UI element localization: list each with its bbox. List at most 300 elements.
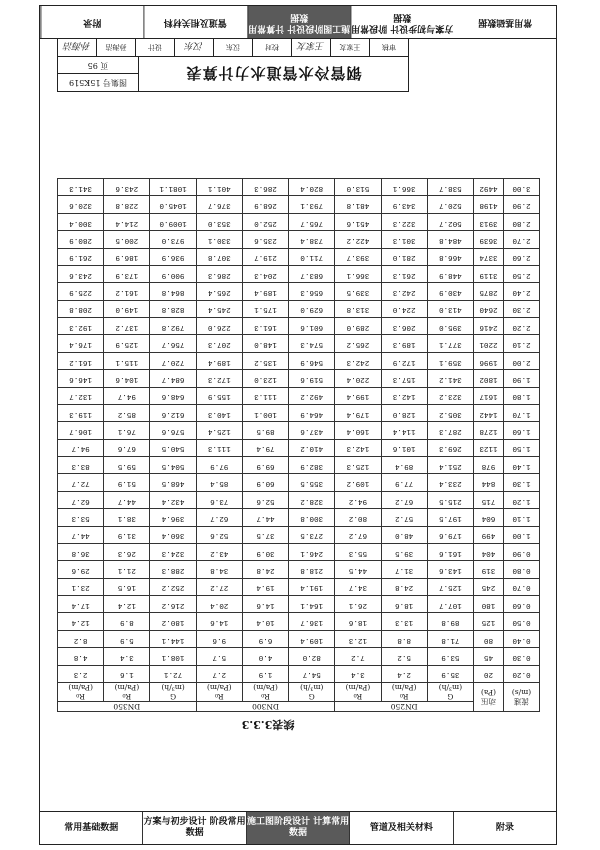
table-cell: 142.3 [381, 387, 427, 404]
table-cell: 307.8 [196, 248, 242, 265]
unit-header: R₀ (Pa/m) [104, 683, 150, 702]
nav-tab-appendix[interactable]: 附录 [40, 6, 143, 38]
table-cell: 546.9 [289, 352, 335, 369]
table-cell: 4.0 [242, 648, 288, 665]
table-cell: 765.7 [289, 213, 335, 230]
table-cell: 464.9 [289, 405, 335, 422]
table-cell: 1617 [474, 387, 504, 404]
table-cell: 191.4 [289, 578, 335, 595]
table-cell: 401.1 [196, 179, 242, 197]
table-cell: 1.10 [504, 509, 540, 526]
table-row [58, 318, 540, 335]
table-cell: 360.4 [150, 526, 196, 543]
table-cell: 10.4 [242, 613, 288, 630]
table-cell: 107.7 [427, 596, 473, 613]
table-cell: 936.9 [150, 248, 196, 265]
nav-tab-basic-data[interactable]: 常用基础数据 [477, 17, 532, 28]
table-cell: 104.6 [104, 370, 150, 387]
table-cell: 246.1 [289, 544, 335, 561]
table-cell: 3.4 [335, 665, 381, 682]
drawing-title: 钢管冷水管道水力计算表 [185, 64, 362, 83]
table-cell: 261.9 [58, 248, 104, 265]
table-cell: 12.4 [104, 596, 150, 613]
table-cell: 330.1 [196, 231, 242, 248]
table-cell: 1.50 [504, 439, 540, 456]
table-cell: 3639 [474, 231, 504, 248]
table-cell: 711.0 [289, 248, 335, 265]
table-cell: 89.5 [242, 422, 288, 439]
table-cell: 109.2 [335, 474, 381, 491]
table-cell: 245 [474, 578, 504, 595]
table-cell: 44.7 [58, 526, 104, 543]
table-cell: 19.4 [242, 578, 288, 595]
atlas-label: 图集号 [103, 78, 127, 88]
table-cell: 540.5 [150, 439, 196, 456]
table-cell: 288.3 [150, 561, 196, 578]
nav-tab-appendix-bottom[interactable]: 附录 [495, 822, 514, 833]
table-cell: 72.1 [150, 665, 196, 682]
table-cell: 382.9 [289, 457, 335, 474]
table-cell: 39.5 [381, 544, 427, 561]
nav-tab-basic-data-bottom[interactable]: 常用基础数据 [40, 812, 143, 844]
table-cell: 55.3 [335, 544, 381, 561]
table-cell: 189.4 [242, 283, 288, 300]
table-cell: 220.4 [335, 370, 381, 387]
table-cell: 161.2 [58, 352, 104, 369]
table-cell: 67.6 [104, 439, 150, 456]
table-cell: 140.3 [196, 405, 242, 422]
table-cell: 189.3 [381, 335, 427, 352]
table-cell: 7.2 [335, 648, 381, 665]
unit-header: R₀ (Pa/m) [242, 683, 288, 702]
table-cell: 115.1 [104, 352, 150, 369]
table-cell: 341.2 [427, 370, 473, 387]
bottom-nav [39, 811, 557, 845]
table-cell: 125.9 [104, 335, 150, 352]
table-cell: 119.3 [58, 405, 104, 422]
table-cell: 44.5 [335, 561, 381, 578]
table-cell: 2.40 [504, 283, 540, 300]
table-cell: 218.8 [289, 561, 335, 578]
table-cell: 1442 [474, 405, 504, 422]
table-cell: 14.6 [196, 613, 242, 630]
table-cell: 114.4 [381, 422, 427, 439]
table-cell: 59.5 [104, 457, 150, 474]
group-header-dn350: DN350 [58, 702, 197, 712]
table-cell: 142.3 [335, 439, 381, 456]
table-cell: 21.1 [104, 561, 150, 578]
table-cell: 208.8 [58, 300, 104, 317]
table-cell: 12.3 [335, 630, 381, 647]
table-row [58, 491, 540, 508]
nav-tab-scheme-design[interactable]: 方案与初步设计 阶段常用数据 [350, 6, 453, 38]
table-cell: 2201 [474, 335, 504, 352]
table-row [58, 526, 540, 543]
table-cell: 3.00 [504, 179, 540, 197]
table-row [58, 509, 540, 526]
table-cell: 204.3 [242, 266, 288, 283]
table-cell: 2.60 [504, 248, 540, 265]
table-cell: 123.0 [242, 370, 288, 387]
designer-label: 设计 [135, 38, 174, 56]
table-cell: 395.0 [427, 318, 473, 335]
table-cell: 242.3 [335, 352, 381, 369]
table-cell: 52.6 [196, 526, 242, 543]
table-cell: 30.9 [242, 544, 288, 561]
table-cell: 82.0 [289, 648, 335, 665]
table-cell: 793.1 [289, 196, 335, 213]
table-cell: 252.2 [150, 578, 196, 595]
table-cell: 466.8 [427, 248, 473, 265]
table-cell: 31.7 [381, 561, 427, 578]
table-cell: 219.7 [242, 248, 288, 265]
table-cell: 161.2 [104, 283, 150, 300]
nav-tab-scheme-design-bottom[interactable]: 方案与初步设计 阶段常用数据 [143, 812, 246, 844]
table-cell: 305.2 [427, 405, 473, 422]
table-cell: 828.8 [150, 300, 196, 317]
table-row [58, 387, 540, 404]
table-cell: 1.6 [104, 665, 150, 682]
table-cell: 62.7 [196, 509, 242, 526]
table-cell: 224.0 [381, 300, 427, 317]
designer-name: 孙海洁 [96, 38, 135, 56]
table-cell: 233.4 [427, 474, 473, 491]
table-cell: 24.8 [381, 578, 427, 595]
reviewer-signature: 王家友 [291, 38, 330, 56]
table-cell: 1802 [474, 370, 504, 387]
table-cell: 978 [474, 457, 504, 474]
table-cell: 280.9 [58, 231, 104, 248]
table-row [58, 300, 540, 317]
table-cell: 5.7 [196, 648, 242, 665]
table-cell: 2.7 [196, 665, 242, 682]
table-cell: 60.9 [242, 474, 288, 491]
table-cell: 323.2 [427, 387, 473, 404]
table-cell: 206.3 [381, 318, 427, 335]
table-cell: 43.2 [196, 544, 242, 561]
table-cell: 2.20 [504, 318, 540, 335]
table-cell: 1123 [474, 439, 504, 456]
table-cell: 27.2 [196, 578, 242, 595]
table-row [58, 352, 540, 369]
table-cell: 200.5 [104, 231, 150, 248]
table-cell: 720.7 [150, 352, 196, 369]
checker-signature: 汉东 [174, 38, 213, 56]
table-cell: 216.2 [150, 596, 196, 613]
table-cell: 69.9 [242, 457, 288, 474]
table-cell: 26.3 [104, 544, 150, 561]
table-cell: 0.30 [504, 648, 540, 665]
table-row [58, 179, 540, 197]
table-cell: 175.1 [242, 300, 288, 317]
table-cell: 343.9 [381, 196, 427, 213]
table-cell: 17.4 [58, 596, 104, 613]
table-cell: 94.7 [104, 387, 150, 404]
table-cell: 176.4 [58, 335, 104, 352]
table-cell: 448.9 [427, 266, 473, 283]
table-cell: 53.9 [427, 648, 473, 665]
table-cell: 172.3 [196, 370, 242, 387]
table-cell: 684.7 [150, 370, 196, 387]
table-cell: 322.3 [381, 213, 427, 230]
table-cell: 519.6 [289, 370, 335, 387]
table-cell: 18.6 [381, 596, 427, 613]
table-cell: 520.7 [427, 196, 473, 213]
table-cell: 504.5 [150, 457, 196, 474]
checker-name: 汉东 [213, 38, 252, 56]
table-cell: 0.80 [504, 561, 540, 578]
table-cell: 339.5 [335, 283, 381, 300]
table-cell: 79.4 [242, 439, 288, 456]
table-cell: 4.8 [58, 648, 104, 665]
page-number: 95 [87, 60, 98, 70]
table-cell: 1.60 [504, 422, 540, 439]
table-cell: 2.4 [381, 665, 427, 682]
table-cell: 67.2 [381, 491, 427, 508]
table-cell: 396.4 [150, 509, 196, 526]
table-cell: 252.0 [242, 213, 288, 230]
table-cell: 2.00 [504, 352, 540, 369]
table-cell: 574.3 [289, 335, 335, 352]
nav-tab-construction-calc-bottom[interactable]: 施工图阶段设计 计算常用数据 [247, 812, 350, 844]
hydraulic-table [57, 178, 540, 712]
table-cell: 179.4 [335, 405, 381, 422]
table-cell: 451.6 [335, 213, 381, 230]
table-cell: 13.3 [381, 613, 427, 630]
table-cell: 3.4 [104, 648, 150, 665]
table-cell: 481.8 [335, 196, 381, 213]
table-cell: 100.1 [242, 405, 288, 422]
table-cell: 2.10 [504, 335, 540, 352]
table-cell: 1.80 [504, 387, 540, 404]
table-cell: 207.3 [196, 335, 242, 352]
table-cell: 738.4 [289, 231, 335, 248]
table-cell: 576.6 [150, 422, 196, 439]
table-cell: 413.0 [427, 300, 473, 317]
table-cell: 35.9 [427, 665, 473, 682]
table-cell: 265.2 [335, 335, 381, 352]
table-cell: 89.8 [427, 613, 473, 630]
table-cell: 792.8 [150, 318, 196, 335]
table-cell: 265.4 [196, 283, 242, 300]
table-cell: 53.3 [58, 509, 104, 526]
table-cell: 243.6 [58, 266, 104, 283]
table-cell: 8.9 [104, 613, 150, 630]
table-cell: 756.7 [150, 335, 196, 352]
table-cell: 173.9 [104, 266, 150, 283]
table-cell: 180.2 [150, 613, 196, 630]
table-cell: 656.3 [289, 283, 335, 300]
table-cell: 29.6 [58, 561, 104, 578]
table-row [58, 613, 540, 630]
table-cell: 5.2 [381, 648, 427, 665]
table-row [58, 283, 540, 300]
table-cell: 44.7 [104, 491, 150, 508]
table-cell: 20.4 [196, 596, 242, 613]
table-cell: 1081.1 [150, 179, 196, 197]
table-cell: 612.6 [150, 405, 196, 422]
table-cell: 268.9 [242, 196, 288, 213]
table-cell: 80 [474, 630, 504, 647]
table-cell: 820.4 [289, 179, 335, 197]
table-cell: 538.7 [427, 179, 473, 197]
table-cell: 328.2 [289, 491, 335, 508]
table-caption: 续表3.3.3 [241, 718, 295, 731]
table-cell: 164.1 [289, 596, 335, 613]
table-row [58, 370, 540, 387]
table-cell: 1045.0 [150, 196, 196, 213]
table-cell: 73.6 [196, 491, 242, 508]
table-cell: 179.6 [427, 526, 473, 543]
table-row [58, 630, 540, 647]
table-cell: 341.3 [58, 179, 104, 197]
table-cell: 243.6 [104, 179, 150, 197]
table-row [58, 196, 540, 213]
table-cell: 37.5 [242, 526, 288, 543]
table-cell: 197.5 [427, 509, 473, 526]
table-cell: 404 [474, 544, 504, 561]
table-cell: 1.9 [242, 665, 288, 682]
title-block [57, 38, 409, 92]
table-cell: 313.8 [335, 300, 381, 317]
table-cell: 484.8 [427, 231, 473, 248]
table-cell: 132.7 [58, 387, 104, 404]
atlas-number: 15K519 [69, 78, 101, 88]
table-cell: 155.9 [196, 387, 242, 404]
table-cell: 430.9 [427, 283, 473, 300]
table-cell: 62.7 [58, 491, 104, 508]
table-cell: 393.7 [335, 248, 381, 265]
table-cell: 2.3 [58, 665, 104, 682]
table-cell: 513.0 [335, 179, 381, 197]
table-cell: 180 [474, 596, 504, 613]
table-row [58, 248, 540, 265]
table-cell: 2.50 [504, 266, 540, 283]
table-cell: 149.0 [104, 300, 150, 317]
table-cell: 214.4 [104, 213, 150, 230]
table-cell: 366.1 [335, 266, 381, 283]
table-cell: 355.5 [289, 474, 335, 491]
table-cell: 2.80 [504, 213, 540, 230]
table-cell: 1009.0 [150, 213, 196, 230]
table-cell: 286.3 [196, 266, 242, 283]
table-cell: 251.4 [427, 457, 473, 474]
table-cell: 192.3 [58, 318, 104, 335]
nav-tab-construction-calc[interactable]: 施工图阶段设计 计算常用数据 [247, 6, 350, 38]
table-cell: 111.3 [242, 387, 288, 404]
table-cell: 0.90 [504, 544, 540, 561]
table-cell: 300.8 [289, 509, 335, 526]
table-cell: 261.3 [381, 266, 427, 283]
table-cell: 3119 [474, 266, 504, 283]
table-cell: 8.8 [381, 630, 427, 647]
table-cell: 52.6 [242, 491, 288, 508]
table-cell: 45 [474, 648, 504, 665]
table-cell: 72.7 [58, 474, 104, 491]
table-cell: 1.20 [504, 491, 540, 508]
table-cell: 2416 [474, 318, 504, 335]
table-row [58, 665, 540, 682]
table-cell: 135.2 [242, 352, 288, 369]
top-nav [39, 5, 557, 39]
table-cell: 160.4 [335, 422, 381, 439]
table-cell: 108.1 [150, 648, 196, 665]
table-cell: 144.1 [150, 630, 196, 647]
reviewer-name: 王家友 [330, 38, 369, 56]
table-cell: 245.4 [196, 300, 242, 317]
table-cell: 6.9 [242, 630, 288, 647]
nav-tab-pipe-materials-bottom[interactable]: 管道及相关材料 [350, 812, 453, 844]
table-cell: 34.8 [196, 561, 242, 578]
table-cell: 23.1 [58, 578, 104, 595]
table-cell: 287.3 [427, 422, 473, 439]
table-cell: 366.1 [381, 179, 427, 197]
table-cell: 146.6 [58, 370, 104, 387]
table-cell: 0.60 [504, 596, 540, 613]
table-cell: 1.00 [504, 526, 540, 543]
table-cell: 683.7 [289, 266, 335, 283]
group-header-dn300: DN300 [196, 702, 335, 712]
unit-header: G (m³/h) [289, 683, 335, 702]
table-row [58, 457, 540, 474]
table-cell: 161.6 [427, 544, 473, 561]
unit-header: R₀ (Pa/m) [58, 683, 104, 702]
table-cell: 136.7 [289, 613, 335, 630]
table-cell: 376.7 [196, 196, 242, 213]
table-cell: 225.9 [58, 283, 104, 300]
table-cell: 0.20 [504, 665, 540, 682]
unit-header: R₀ (Pa/m) [335, 683, 381, 702]
pressure-header: 动压 (Pa) [474, 683, 504, 712]
table-cell: 137.2 [104, 318, 150, 335]
table-cell: 235.6 [242, 231, 288, 248]
table-cell: 648.6 [150, 387, 196, 404]
table-cell: 89.4 [381, 457, 427, 474]
table-cell: 106.7 [58, 422, 104, 439]
table-cell: 900.9 [150, 266, 196, 283]
table-cell: 359.1 [427, 352, 473, 369]
table-cell: 125.3 [335, 457, 381, 474]
table-cell: 24.8 [242, 561, 288, 578]
group-header-dn250: DN250 [335, 702, 474, 712]
table-cell: 38.1 [104, 509, 150, 526]
table-cell: 281.0 [381, 248, 427, 265]
table-cell: 157.3 [381, 370, 427, 387]
table-cell: 109.4 [289, 630, 335, 647]
table-cell: 8.2 [58, 630, 104, 647]
table-row [58, 439, 540, 456]
table-cell: 2.30 [504, 300, 540, 317]
table-cell: 16.5 [104, 578, 150, 595]
table-cell: 1.70 [504, 405, 540, 422]
table-cell: 289.0 [335, 318, 381, 335]
table-row [58, 544, 540, 561]
table-cell: 1.40 [504, 457, 540, 474]
table-cell: 125 [474, 613, 504, 630]
unit-header: G (m³/h) [150, 683, 196, 702]
table-cell: 85.2 [104, 405, 150, 422]
nav-tab-pipe-materials[interactable]: 管道及相关材料 [143, 6, 246, 38]
table-cell: 301.3 [381, 231, 427, 248]
table-cell: 0.50 [504, 613, 540, 630]
table-cell: 189.4 [196, 352, 242, 369]
table-cell: 269.3 [427, 439, 473, 456]
table-row [58, 648, 540, 665]
table-cell: 80.2 [335, 509, 381, 526]
designer-signature: 孙海洁 [63, 40, 91, 51]
table-cell: 324.3 [150, 544, 196, 561]
unit-header: G (m³/h) [427, 683, 473, 702]
